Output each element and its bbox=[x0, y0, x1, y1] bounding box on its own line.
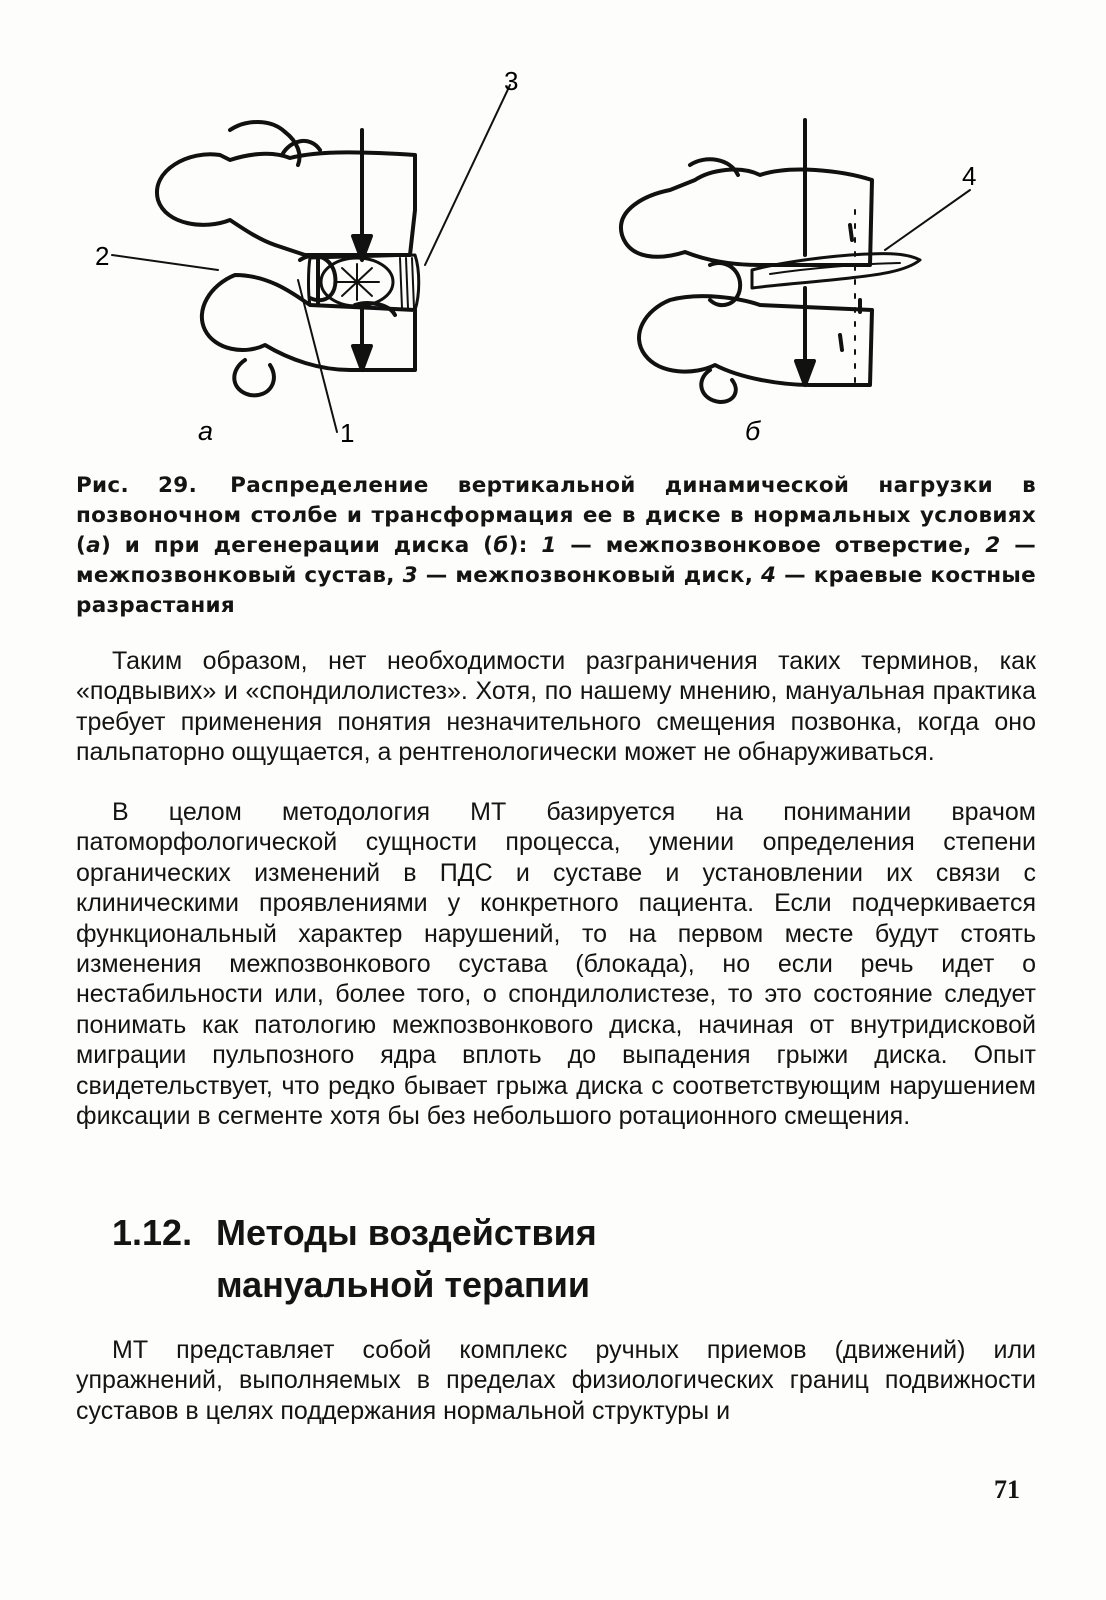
panel-label-a: а bbox=[198, 416, 214, 446]
marker-1: 1 bbox=[340, 418, 355, 448]
figure-caption: Рис. 29. Распределение вертикальной динамической нагрузки в позвоночном столбе и трансформация ее в диске в нормальных условиях (а) и при дегенерации диска (б): 1 — межпозвонковое отверстие, 2 — межпозвонковый сустав, 3 — межпозвонковый диск, 4 — краевые костные разрастания bbox=[76, 473, 1036, 618]
figure-29 bbox=[70, 60, 1050, 460]
marker-3: 3 bbox=[504, 66, 519, 96]
disc-degenerated bbox=[752, 254, 920, 288]
section-number: 1.12. bbox=[112, 1212, 193, 1253]
marker-2: 2 bbox=[95, 241, 110, 271]
section-title-line-1: Методы воздействия bbox=[216, 1212, 597, 1253]
paragraph-3: МТ представляет собой комплекс ручных приемов (движений) или упражнений, выполняемых в пределах физиологических границ подвижности суставов в целях поддержания нормальной структуры и bbox=[76, 1336, 1036, 1425]
panel-label-b: б bbox=[745, 416, 761, 446]
spine-segment-illustration bbox=[70, 60, 1050, 460]
caption-lead: Рис. 29. bbox=[76, 473, 198, 498]
vertebra-normal-drawing bbox=[157, 122, 415, 395]
leader-line-2 bbox=[112, 255, 218, 270]
page-number: 71 bbox=[994, 1475, 1020, 1504]
paragraph-1: Таким образом, нет необходимости разграничения таких терминов, как «подвывих» и «спондилолистез». Хотя, по нашему мнению, мануальная практика требует применения понятия незначительного смещения позвонка, когда оно пальпаторно ощущается, а рентгенологически может не обнаруживаться. bbox=[76, 647, 1036, 767]
load-arrow-b bbox=[796, 120, 814, 385]
section-heading bbox=[112, 1207, 1012, 1311]
callout-lines bbox=[112, 85, 970, 432]
section-title-line-2: мануальной терапии bbox=[216, 1264, 591, 1305]
load-arrow-a bbox=[353, 130, 371, 370]
leader-line-3 bbox=[425, 85, 510, 265]
paragraph-2: В целом методология МТ базируется на понимании врачом патоморфологической сущности процесса, умении определения степени органических изменений в ПДС и суставе и установлении их связи с клиническими проявлениями у конкретного пациента. Если подчеркивается функциональный характер нарушений, то на первом месте будут стоять изменения межпозвонкового сустава (блокада), но если речь идет о нестабильности или, более того, о спондилолистезе, то это состояние следует понимать как патологию межпозвонкового диска, начиная от внутридисковой миграции пульпозного ядра вплоть до выпадения грыжи диска. Опыт свидетельствует, что редко бывает грыжа диска с соответствующим нарушением фиксации в сегменте хотя бы без небольшого ротационного смещения. bbox=[76, 798, 1036, 1131]
leader-line-4 bbox=[885, 190, 970, 250]
marker-4: 4 bbox=[962, 161, 977, 191]
